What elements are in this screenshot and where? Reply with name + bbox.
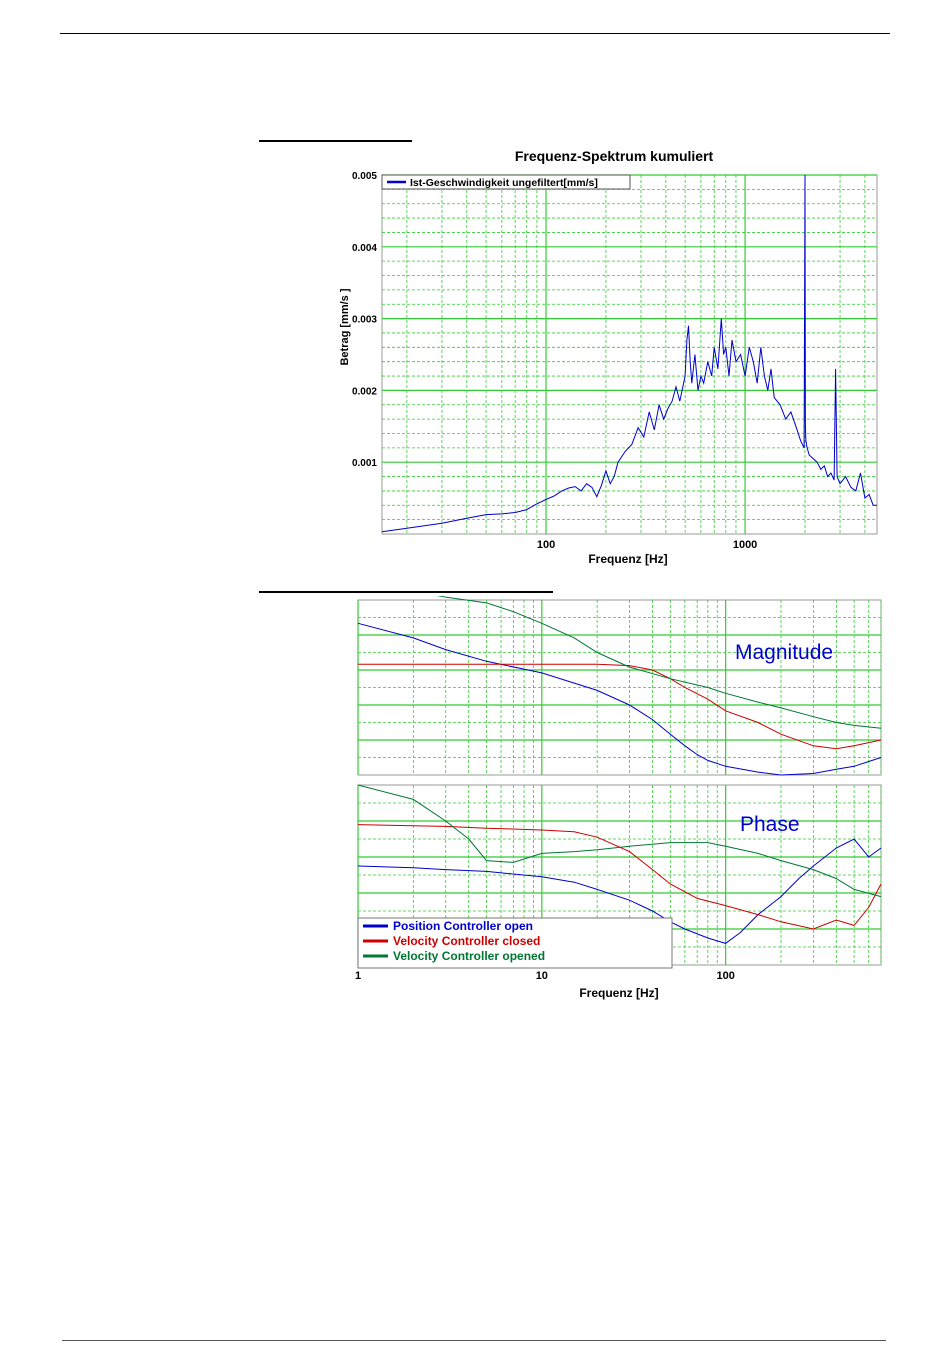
y-tick-label: 0.003	[351, 314, 377, 326]
legend-entry: Velocity Controller opened	[393, 949, 546, 963]
plot-area	[352, 171, 877, 551]
x-tick-label: 10	[535, 970, 548, 982]
y-tick-label: 0.002	[351, 386, 377, 398]
legend	[358, 918, 672, 968]
chart-title: Frequenz-Spektrum kumuliert	[514, 148, 714, 164]
phase-label: Phase	[740, 813, 800, 836]
section-heading-line	[259, 591, 553, 593]
y-tick-label: 0.004	[351, 242, 377, 254]
legend-entry: Velocity Controller closed	[393, 934, 541, 948]
y-tick-label: 0.005	[351, 171, 377, 182]
x-tick-label: 1000	[732, 539, 758, 551]
legend	[382, 175, 630, 189]
bode-plot	[345, 596, 890, 1004]
legend-entry: Ist-Geschwindigkeit ungefiltert[mm/s]	[410, 177, 598, 189]
y-tick-label: 0.001	[351, 458, 377, 470]
plot-frame	[382, 175, 877, 534]
magnitude-label: Magnitude	[735, 641, 834, 664]
x-axis-label: Frequenz [Hz]	[588, 552, 668, 566]
magnitude-panel	[358, 596, 881, 775]
frequency-spectrum-chart	[330, 142, 890, 574]
header-rule	[60, 33, 890, 34]
x-axis-label: Frequenz [Hz]	[579, 986, 659, 1000]
x-tick-label: 100	[716, 970, 735, 982]
x-tick-label: 100	[536, 539, 556, 551]
x-tick-label: 1	[354, 970, 362, 982]
y-axis-label: Betrag [mm/s ]	[339, 288, 351, 366]
x-axis-ticks	[355, 970, 735, 982]
footer-rule	[62, 1340, 886, 1341]
legend-entry: Position Controller open	[393, 919, 533, 933]
